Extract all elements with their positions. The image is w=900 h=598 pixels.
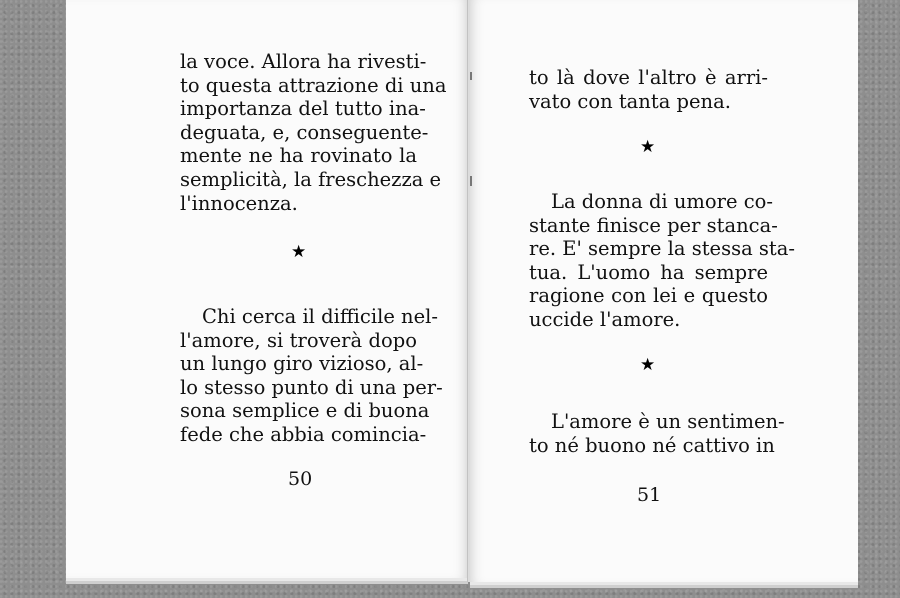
left-paragraph-1 (180, 50, 447, 215)
right-paragraph-1 (529, 66, 768, 113)
left-paragraph-2 (180, 305, 443, 447)
text-line: to là dove l'altro è arri- (529, 66, 768, 89)
text-line: deguata, e, conseguente- (180, 120, 429, 144)
separator-star-icon: ★ (640, 137, 656, 157)
right-paragraph-2 (529, 190, 795, 332)
left-page (66, 0, 468, 578)
text-line: re. E' sempre la stessa sta- (529, 237, 795, 261)
text-line: vato con tanta pena. (529, 89, 731, 113)
text-line: l'innocenza. (180, 191, 298, 215)
text-line: uccide l'amore. (529, 307, 681, 331)
text-line: to questa attrazione di una (180, 73, 447, 97)
text-line: tua. L'uomo ha sempre (529, 260, 768, 284)
text-line: sona semplice e di buona (180, 399, 430, 423)
scan-mark (470, 72, 472, 80)
text-line: fede che abbia comincia- (180, 422, 427, 446)
text-line: la voce. Allora ha rivesti- (180, 50, 427, 73)
separator-star-icon: ★ (291, 242, 307, 262)
text-line: to né buono né cattivo in (529, 433, 775, 457)
text-line: lo stesso punto di una per- (180, 375, 443, 399)
page-number: 50 (288, 468, 313, 490)
text-line: stante finisce per stanca- (529, 213, 778, 237)
text-line: L'amore è un sentimen- (551, 410, 785, 433)
scan-mark (470, 176, 472, 186)
text-line: ragione con lei e questo (529, 284, 768, 308)
text-line: l'amore, si troverà dopo (180, 328, 417, 352)
text-line: semplicità, la freschezza e (180, 167, 442, 191)
right-paragraph-3 (529, 410, 785, 457)
text-line: La donna di umore co- (551, 190, 773, 213)
text-line: importanza del tutto ina- (180, 97, 426, 121)
separator-star-icon: ★ (640, 355, 656, 375)
text-line: mente ne ha rovinato la (180, 144, 417, 168)
open-book (66, 0, 858, 582)
text-line: un lungo giro vizioso, al- (180, 352, 424, 376)
text-line: Chi cerca il difficile nel- (202, 305, 438, 328)
right-page (470, 0, 858, 582)
page-number: 51 (637, 484, 662, 506)
